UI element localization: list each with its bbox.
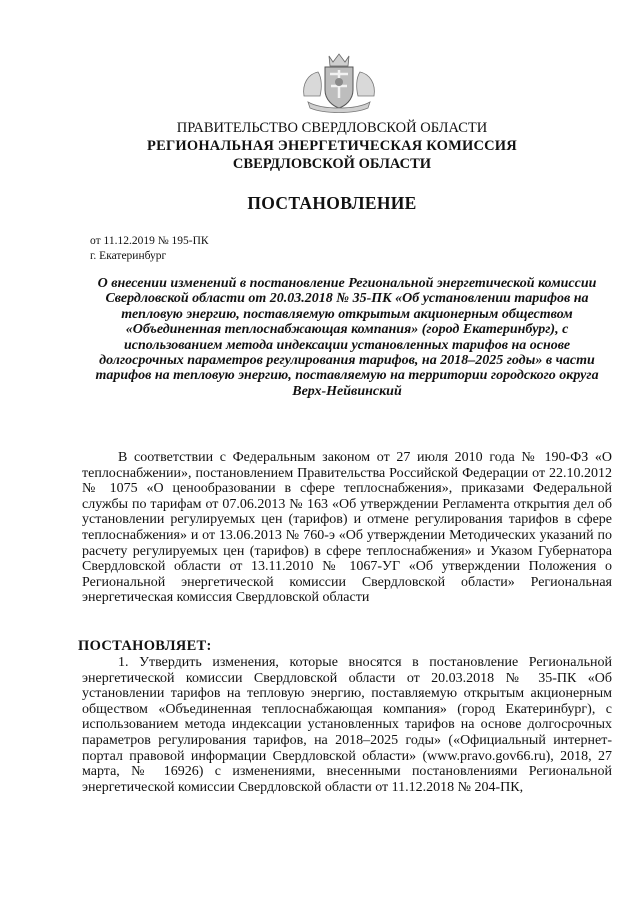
document-subject: О внесении изменений в постановление Региональной энергетической комиссии Свердловской области от 20.03.2018 № 35-ПК «Об установлении тарифов на тепловую энергию, поставляемую открытым акционерным обществом «Объединенная теплоснабжающая компания» (город Екатеринбург), с использованием метода индексации установленных тарифов на основе долгосрочных параметров регулирования тарифов, на 2018–2025 годы» в части тарифов на тепловую энергию, поставляемую на территории городского округа Верх-Нейвинский [95,276,599,399]
commission-name: РЕГИОНАЛЬНАЯ ЭНЕРГЕТИЧЕСКАЯ КОМИССИЯ [147,138,517,154]
document-title: ПОСТАНОВЛЕНИЕ [247,193,417,213]
coat-of-arms-icon [298,52,380,114]
document-city: г. Екатеринбург [90,250,167,262]
government-name: ПРАВИТЕЛЬСТВО СВЕРДЛОВСКОЙ ОБЛАСТИ [176,120,488,136]
preamble-paragraph: В соответствии с Федеральным законом от 27 июля 2010 года № 190-ФЗ «О теплоснабжении», постановлением Правительства Российской Федерации от 22.10.2012 № 1075 «О ценообразовании в сфере теплоснабжения», приказами Федеральной службы по тарифам от 07.06.2013 № 163 «Об утверждении Регламента открытия дел об установлении регулируемых цен (тарифов) и отмене регулирования тарифов в сфере теплоснабжения» и от 13.06.2013 № 760-э «Об утверждении Методических указаний по расчету регулируемых цен (тарифов) в сфере теплоснабжения» и Указом Губернатора Свердловской области от 13.11.2010 № 1067-УГ «Об утверждении Положения о Региональной энергетической комиссии Свердловской области» Региональная энергетическая комиссия Свердловской области [82,450,612,606]
resolves-heading: ПОСТАНОВЛЯЕТ: [78,638,212,654]
document-date-number: от 11.12.2019 № 195-ПК [90,235,209,247]
commission-region: СВЕРДЛОВСКОЙ ОБЛАСТИ [232,156,432,172]
item-1-paragraph: 1. Утвердить изменения, которые вносятся в постановление Региональной энергетической комиссии Свердловской области от 20.03.2018 № 35-ПК «Об установлении тарифов на тепловую энергию, поставляемую открытым акционерным обществом «Объединенная теплоснабжающая компания» (город Екатеринбург), с использованием метода индексации установленных тарифов на основе долгосрочных параметров регулирования тарифов, на 2018–2025 годы» («Официальный интернет-портал правовой информации Свердловской области» (www.pravo.gov66.ru), 2018, 27 марта, № 16926) с изменениями, внесенными постановлениями Региональной энергетической комиссии Свердловской области от 11.12.2018 № 204-ПК, [82,655,612,795]
